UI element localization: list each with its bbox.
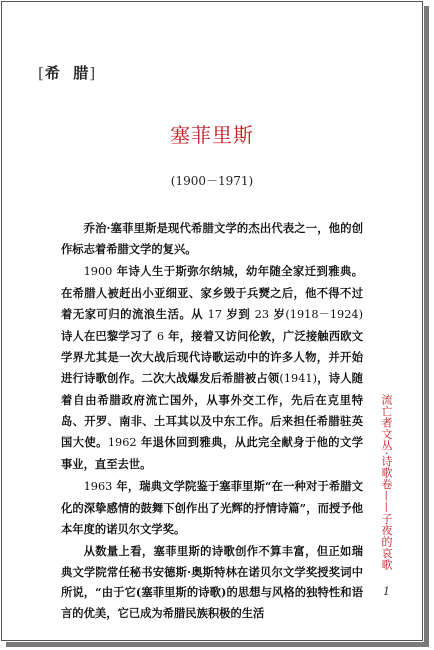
year-number: 1963 [83, 479, 113, 493]
page-shadow-right [424, 6, 429, 646]
paragraph-text: 年，瑞典文学院鉴于塞菲里斯“在一种对于希腊文化的深挚感情的鼓舞下创作出了光辉的抒情诗篇”，而授予他本年度的诺贝尔文学奖。 [61, 478, 363, 536]
year-number: 23 [254, 307, 270, 321]
section-close-bracket: ] [89, 64, 97, 82]
paragraph-text: 年诗人生于斯弥尔纳城，幼年随全家迁到雅典。在希腊人被赶出小亚细亚、家乡毁于兵燹之后，他不得不过着无家可归的流浪生活。从 [61, 263, 363, 321]
paragraph-text: 诗人在巴黎学习了 [61, 328, 157, 343]
body-paragraph [61, 218, 363, 260]
section-label-text: 希 腊 [44, 64, 90, 82]
year-number: 1962 [107, 436, 137, 450]
year-number: (1918－1924) [285, 307, 363, 321]
page-number: 1 [383, 585, 390, 598]
body-paragraph [61, 261, 363, 475]
section-label [38, 62, 96, 83]
biography-text [61, 218, 363, 625]
poet-name: 塞菲里斯 [170, 123, 254, 147]
paragraph-text: 岁到 [222, 306, 255, 321]
body-paragraph [61, 541, 363, 625]
running-side-title: 流亡者文丛·诗歌卷——子夜的哀歌 [380, 394, 393, 571]
paragraph-text: 年退休回到雅典，从此完全献身于他的文学事业，直至去世。 [61, 435, 363, 471]
year-number: 6 [156, 329, 165, 343]
year-number: 1900 [83, 264, 113, 278]
book-page [1, 1, 423, 641]
body-paragraph [61, 476, 363, 540]
paragraph-text: 从数量上看，塞菲里斯的诗歌创作不算丰富，但正如瑞典文学院常任秘书安德斯·奥斯特林在诺贝尔文学奖授奖词中所说，“由于它(塞菲里斯的诗歌)的思想与风格的独特性和语言的优美，它已成为希腊民族积极的生活 [61, 543, 363, 621]
paragraph-text: 乔治·塞菲里斯是现代希腊文学的杰出代表之一，他的创作标志着希腊文学的复兴。 [61, 221, 363, 256]
paragraph-text: 岁 [269, 306, 286, 321]
poet-dates: (1900－1971) [170, 174, 254, 188]
paragraph-text: ，诗人随着自由希腊政府流亡国外，从事外交工作，先后在克里特岛、开罗、南非、土耳其以及中东工作。后来担任希腊驻英国大使。 [61, 371, 363, 450]
year-number: 17 [207, 307, 223, 321]
section-open-bracket: [ [38, 64, 45, 82]
paragraph-text: 年，接着又访问伦敦，广泛接触西欧文学界尤其是一次大战后现代诗歌运动中的许多人物，并开始进行诗歌创作。二次大战爆发后希腊被占领 [61, 328, 363, 386]
page-shadow-bottom [6, 642, 429, 647]
year-number: (1941) [279, 372, 317, 386]
